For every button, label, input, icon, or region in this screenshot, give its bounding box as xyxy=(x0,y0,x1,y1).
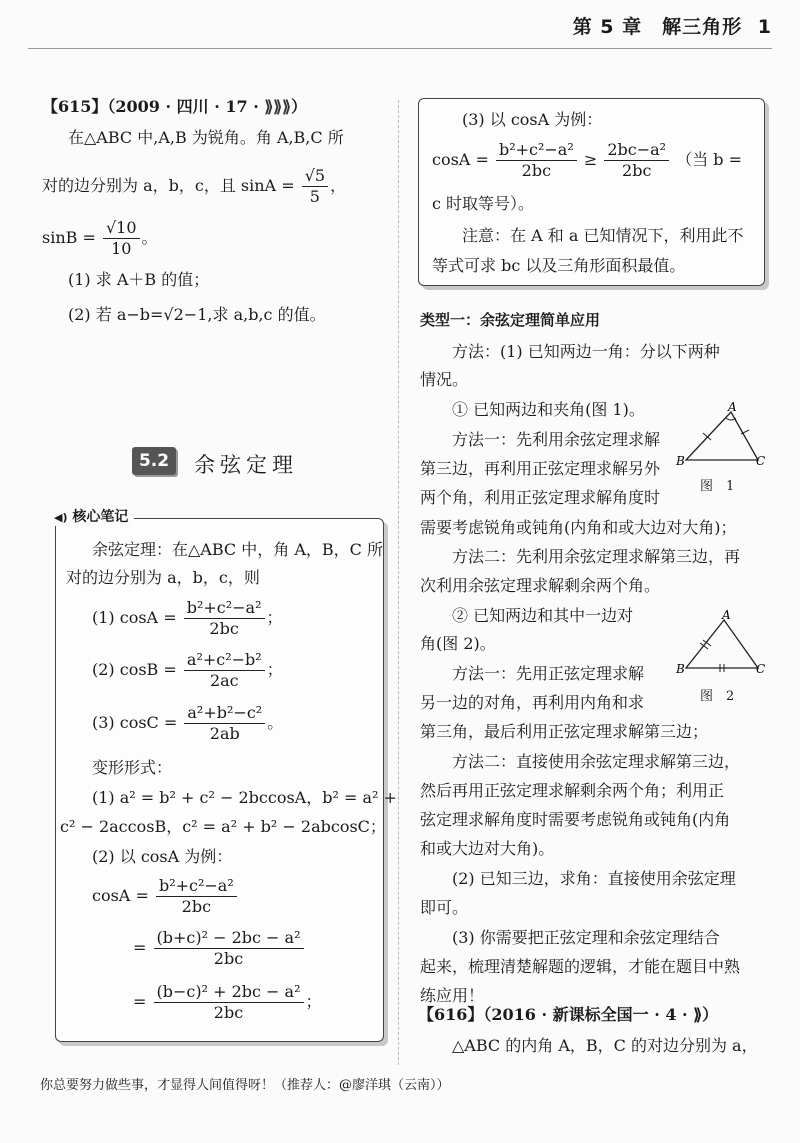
method2-a: (2) 已知三边，求角：直接使用余弦定理 xyxy=(452,869,736,888)
method2-b: 即可。 xyxy=(420,898,469,917)
formula-cosA: (1) cosA = $\frac{\text{b²+c²−a²}}{2bc}$ ； xyxy=(92,598,283,638)
case1-m1c: 两个角，利用正弦定理求解角度时 xyxy=(420,488,661,507)
inequality-formula: cosA = $\frac{\text{b²+c²−a²}}{2bc}$ ≥ $\frac{\text{2bc−a²}}{2bc}$ （当 b = xyxy=(432,140,743,180)
triangle-1-shape xyxy=(686,412,758,460)
figure-2-caption: 图 2 xyxy=(700,689,735,704)
case1-m1b: 第三边，再利用正弦定理求解另外 xyxy=(420,459,661,478)
case1-m2a: 方法二：先利用余弦定理求解第三边，再 xyxy=(452,547,741,566)
expansion-3: = $\frac{\text{(b−c)² + 2bc − a²}}{2bc}$ ； xyxy=(133,982,322,1022)
problem-615-line2: 对的边分别为 a，b，c，且 sinA = $\frac{√5}{5}$ ， xyxy=(42,166,347,206)
type1-method-b: 情况。 xyxy=(420,370,469,389)
difficulty-icon: ⟫ xyxy=(693,1005,703,1024)
fraction-sqrt10-over-10: $\frac{√10}{10}$ xyxy=(103,218,140,259)
problem-615-sinb: sinB = $\frac{√10}{10}$ 。 xyxy=(42,218,158,258)
variants-label: 变形形式： xyxy=(92,758,173,777)
case2-heading-a: ② 已知两边和其中一边对 xyxy=(452,606,634,625)
expansion-1: cosA = $\frac{\text{b²+c²−a²}}{2bc}$ xyxy=(92,876,239,917)
vertex-b-label-2: B xyxy=(676,662,685,676)
inequality-title: (3) 以 cosA 为例： xyxy=(462,110,603,129)
case2-m2b: 然后再用正弦定理求解剩余两个角；利用正 xyxy=(420,781,725,800)
notes-intro-1: 余弦定理：在△ABC 中，角 A，B，C 所 xyxy=(92,540,383,559)
triangle-2-shape xyxy=(686,620,758,668)
chapter-header xyxy=(573,12,772,39)
chapter-title: 第 5 章 解三角形 xyxy=(572,16,743,38)
column-divider xyxy=(398,100,399,1065)
header-rule xyxy=(28,48,772,49)
edge-mark: 1 xyxy=(757,16,772,38)
problem-615-line1: 在△ABC 中,A,B 为锐角。角 A,B,C 所 xyxy=(68,128,344,147)
speaker-icon: ◀) xyxy=(54,511,68,524)
footer-quote: 你总要努力做些事，才显得人间值得呀！（推荐人：@廖洋琪（云南）） xyxy=(40,1078,450,1093)
type1-method: 方法：(1) 已知两边一角：分以下两种 xyxy=(452,342,720,361)
case2-m2d: 和或大边对大角)。 xyxy=(420,839,555,858)
section-title: 余弦定理 xyxy=(194,453,298,477)
difficulty-icon: ⟫⟫⟫ xyxy=(264,97,292,116)
inequality-note-1: 注意：在 A 和 a 已知情况下，利用此不 xyxy=(462,226,744,245)
vertex-a-label-2: A xyxy=(722,610,731,622)
case1-m2b: 次利用余弦定理求解剩余两个角。 xyxy=(420,576,661,595)
method3-a: (3) 你需要把正弦定理和余弦定理结合 xyxy=(452,928,720,947)
method3-c: 练应用！ xyxy=(420,986,485,1005)
fraction-sqrt5-over-5: $\frac{√5}{5}$ xyxy=(302,166,328,207)
notes-intro-2: 对的边分别为 a，b，c，则 xyxy=(66,568,260,587)
problem-616-tag: 【616】（2016 · 新课标全国一 · 4 · ⟫） xyxy=(418,1005,719,1024)
variant-2-label: (2) 以 cosA 为例： xyxy=(92,847,233,866)
core-notes-label: ◀) 核心笔记 xyxy=(48,506,134,526)
problem-615-q1: (1) 求 A＋B 的值； xyxy=(68,270,210,289)
inequality-line2: c 时取等号）。 xyxy=(432,194,535,213)
case2-heading-b: 角(图 2)。 xyxy=(420,634,496,653)
type1-heading: 类型一：余弦定理简单应用 xyxy=(420,311,601,329)
formula-cosC: (3) cosC = $\frac{\text{a²+b²−c²}}{2ab}$ 。 xyxy=(92,703,284,743)
figure-1-caption: 图 1 xyxy=(700,479,735,494)
vertex-c-label-2: C xyxy=(756,662,766,676)
variant-1a: (1) a² = b² + c² − 2bccosA，b² = a² + xyxy=(92,788,397,807)
variant-1b: c² − 2accosB，c² = a² + b² − 2abcosC； xyxy=(60,817,386,836)
vertex-a-label: A xyxy=(728,402,737,414)
case1-heading: ① 已知两边和夹角(图 1)。 xyxy=(452,400,645,419)
case2-m1a: 方法一：先用正弦定理求解 xyxy=(452,664,645,683)
formula-cosB: (2) cosB = $\frac{\text{a²+c²−b²}}{2ac}$ ； xyxy=(92,650,283,690)
expansion-2: = $\frac{\text{(b+c)² − 2bc − a²}}{2bc}$ xyxy=(133,928,306,969)
case2-m1b: 另一边的对角，再利用内角和求 xyxy=(420,693,645,712)
method3-b: 起来，梳理清楚解题的逻辑，才能在题目中熟 xyxy=(420,957,741,976)
problem-615-tag: 【615】（2009 · 四川 · 17 · ⟫⟫⟫） xyxy=(42,97,308,116)
case2-m1c: 第三角，最后利用正弦定理求解第三边； xyxy=(420,722,709,741)
problem-615-q2: (2) 若 a−b=√2−1,求 a,b,c 的值。 xyxy=(68,305,326,324)
case2-m2c: 弦定理求解角度时需要考虑锐角或钝角(内角 xyxy=(420,810,731,829)
section-number-badge: 5.2 xyxy=(132,447,176,475)
figure-2-triangle xyxy=(676,610,766,678)
case1-m1a: 方法一：先利用余弦定理求解 xyxy=(452,430,661,449)
vertex-c-label: C xyxy=(756,454,766,468)
inequality-note-2: 等式可求 bc 以及三角形面积最值。 xyxy=(432,256,686,275)
vertex-b-label: B xyxy=(676,454,685,468)
problem-616-line1: △ABC 的内角 A，B，C 的对边分别为 a， xyxy=(452,1036,758,1055)
case2-m2a: 方法二：直接使用余弦定理求解第三边， xyxy=(452,752,741,771)
figure-1-triangle xyxy=(676,402,766,472)
case1-m1d: 需要考虑锐角或钝角(内角和或大边对大角)； xyxy=(420,518,737,537)
